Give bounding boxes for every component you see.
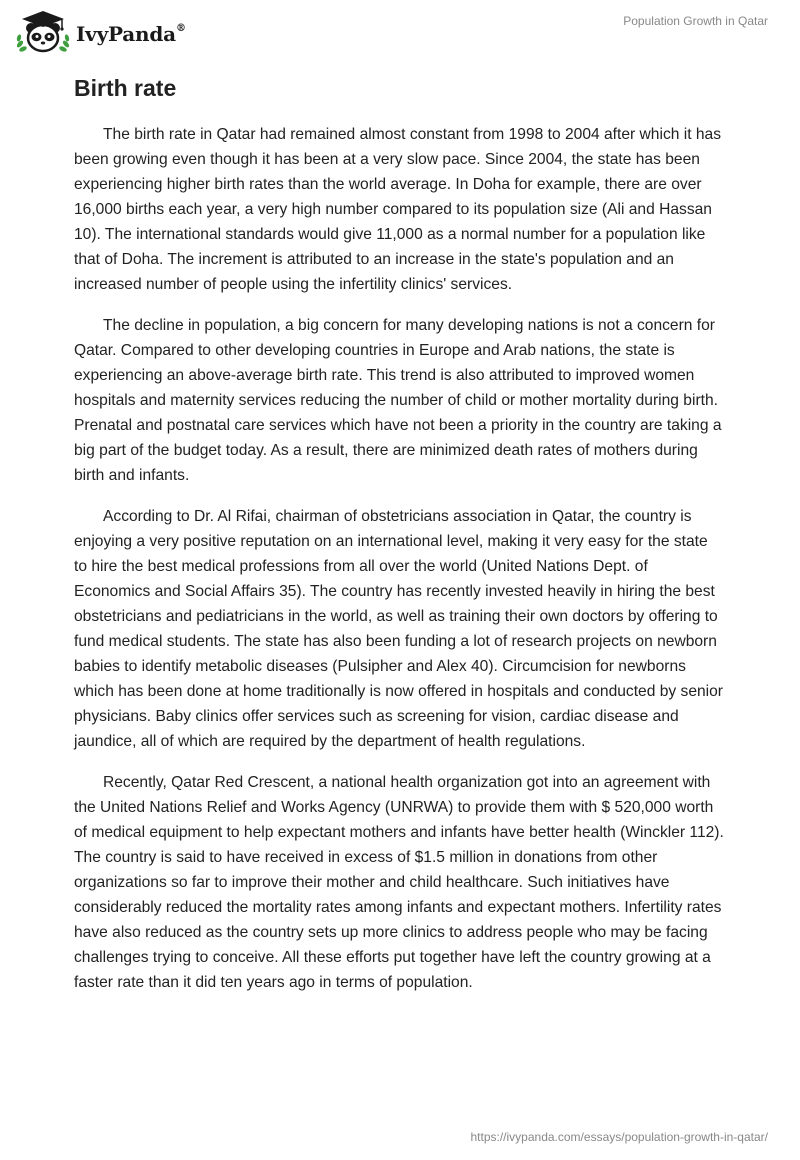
document-body (74, 72, 724, 1011)
paragraph: According to Dr. Al Rifai, chairman of obstetricians association in Qatar, the country is enjoying a very positive reputation on an international level, making it very easy for the state to hire the best medical professions from all over the world (United Nations Dept. of Economics and Social Affairs 35). The country has recently invested heavily in hiring the best obstetricians and pediatricians in the world, as well as training their own doctors by offering to fund medical students. The state has also been funding a lot of research projects on newborn babies to identify metabolic diseases (Pulsipher and Alex 40). Circumcision for newborns which has been done at home traditionally is now offered in hospitals and conducted by senior physicians. Baby clinics offer services such as screening for vision, cardiac disease and jaundice, all of which are required by the department of health regulations. (74, 508, 723, 750)
source-url-link[interactable]: https://ivypanda.com/essays/population-growth-in-qatar/ (470, 1130, 768, 1144)
document-running-title: Population Growth in Qatar (623, 14, 768, 28)
brand-name: IvyPanda® (76, 22, 186, 46)
paragraph: Recently, Qatar Red Crescent, a national health organization got into an agreement with the United Nations Relief and Works Agency (UNRWA) to provide them with $ 520,000 worth of medical equipment to help expectant mothers and infants have better health (Winckler 112). The country is said to have received in excess of $1.5 million in donations from other organizations so far to improve their mother and child healthcare. Such initiatives have considerably reduced the mortality rates among infants and expectant mothers. Infertility rates have also reduced as the country sets up more clinics to address people who may be facing challenges trying to conceive. All these efforts put together have left the country growing at a faster rate than it did ten years ago in terms of population. (74, 774, 724, 991)
paragraph: The decline in population, a big concern for many developing nations is not a concern for Qatar. Compared to other developing countries in Europe and Arab nations, the state is experiencing an above-average birth rate. This trend is also attributed to improved women hospitals and maternity services reducing the number of child or mother mortality during birth. Prenatal and postnatal care services which have not been a priority in the country are taking a big part of the budget today. As a result, there are minimized death rates of mothers during birth and infants. (74, 317, 722, 484)
panda-graduate-icon (14, 8, 72, 56)
section-heading: Birth rate (74, 75, 177, 101)
paragraph: The birth rate in Qatar had remained almost constant from 1998 to 2004 after which it has been growing even though it has been at a very slow pace. Since 2004, the state has been experiencing higher birth rates than the world average. In Doha for example, there are over 16,000 births each year, a very high number compared to its population size (Ali and Hassan 10). The international standards would give 11,000 as a normal number for a population like that of Doha. The increment is attributed to an increase in the state's population and an increased number of people using the infertility clinics' services. (74, 126, 722, 293)
ivypanda-logo[interactable] (14, 8, 186, 56)
page-header (0, 0, 800, 70)
